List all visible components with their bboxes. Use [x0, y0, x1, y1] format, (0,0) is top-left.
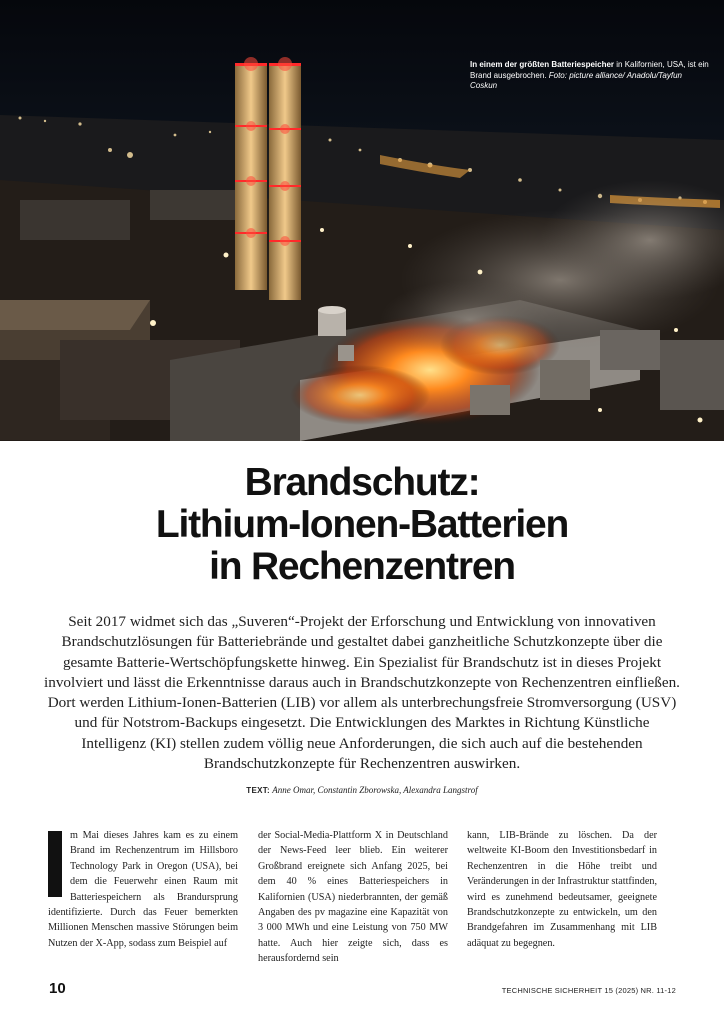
author-names: Anne Omar, Constantin Zborowska, Alexandra Langstrof [272, 785, 478, 795]
journal-footer: TECHNISCHE SICHERHEIT 15 (2025) NR. 11-12 [501, 986, 676, 995]
caption-text: in Kalifornien, USA, ist ein Brand ausgebrochen. [470, 60, 709, 80]
body-column-3: kann, LIB-Brände zu löschen. Da der weltweite KI-Boom den Investitionsbedarf in Rechenzentren in die Höhe treibt und Veränderungen in der Infrastruktur stattfinden, wird es zunehmend bedeutsamer, geeignete Brandschutzkonzepte zu entwickeln, um den Brandgefahren im Zusammenhang mit LIB adäquat zu begegnen. [467, 830, 657, 949]
author-line [0, 785, 724, 795]
page-number: 10 [49, 980, 66, 997]
title-line-2: Lithium-Ionen-Batterien [155, 503, 569, 546]
caption-credit: Foto: picture alliance/ Anadolu/Tayfun Coskun [470, 70, 683, 90]
caption-lead: In einem der größten Batteriespeicher [470, 60, 615, 69]
photo-caption [470, 60, 710, 92]
body-column-1 [48, 828, 238, 951]
author-label: TEXT: [246, 786, 271, 795]
hero-photo [0, 0, 724, 441]
lead-paragraph: Seit 2017 widmet sich das „Suveren“-Projekt der Erforschung und Entwicklung von innovativen Brandschutzlösungen für Batteriebrände und gestaltet dabei ganzheitliche Schutzkonzepte über die gesamte Batterie-Wertschöpfungskette hinweg. Ein Spezialist für Brandschutz ist in dieses Projekt involviert und lässt die Erkenntnisse daraus auch in Brandschutzkonzepte von Rechenzentren einfließen. Dort werden Lithium-Ionen-Batterien (LIB) vor allem als unterbrechungsfreie Stromversorgung (USV) und für Notstrom-Backups eingesetzt. Die Entwicklungen des Marktes in Richtung Künstliche Intelligenz (KI) stellen zudem völlig neue Anforderungen, die sich auch auf die bestehenden Brandschutzkonzepte für Rechenzentren auswirken. [44, 613, 680, 773]
body-column-2: der Social-Media-Plattform X in Deutschland der News-Feed leer blieb. Ein weiterer Großbrand ereignete sich Anfang 2025, bei dem 40 % eines Batteriespeichers in Kalifornien (USA) niederbrannten, der gemäß Angaben des pv magazine eine Kapazität von 3 000 MWh und eine Leistung von 750 MW hatte. Auch hier zeigte sich, dass es herausfordernd sein [258, 830, 448, 965]
title-line-3: in Rechenzentren [209, 545, 515, 588]
article-title [0, 462, 724, 588]
body-column-1-text: m Mai dieses Jahres kam es zu einem Brand im Rechenzentrum im Hillsboro Technology Park in Oregon (USA), bei dem die Feuerwehr einen Raum mit Batteriespeichern als Brandursprung identifizierte. Durch das Feuer bemerkten Millionen Menschen massive Störungen beim Nutzen der X-App, sodass zum Beispiel auf [48, 830, 238, 949]
title-line-1: Brandschutz: [244, 461, 480, 504]
drop-cap-i [48, 831, 62, 897]
